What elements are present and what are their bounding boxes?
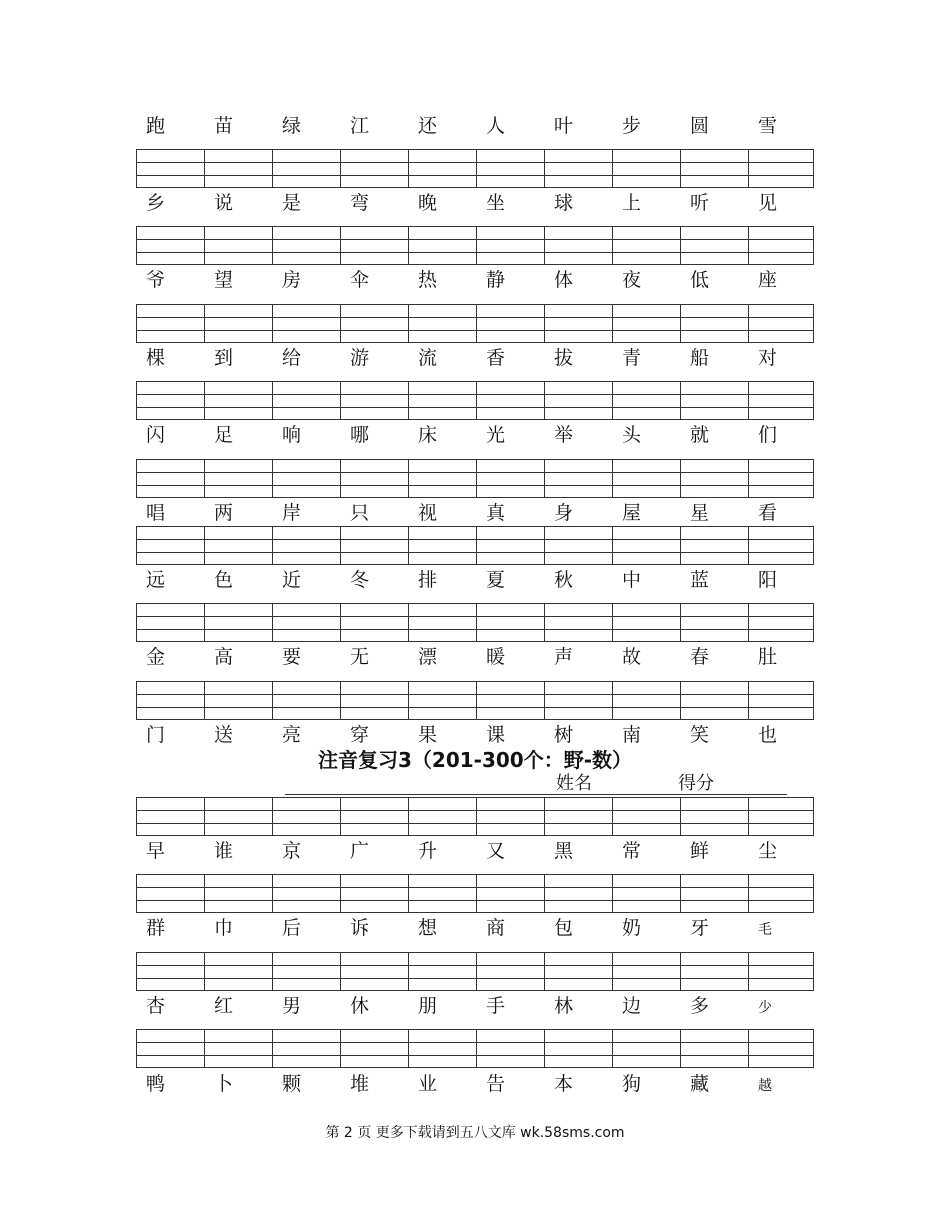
char-row	[136, 498, 816, 528]
hanzi-char: 岸	[282, 502, 302, 524]
hanzi-char: 排	[418, 569, 438, 591]
hanzi-char: 颗	[282, 1073, 302, 1095]
hanzi-char: 只	[350, 502, 370, 524]
grid-column-divider	[408, 604, 409, 641]
hanzi-char: 鲜	[690, 840, 710, 862]
hanzi-char: 后	[282, 917, 302, 939]
hanzi-char: 卜	[214, 1073, 234, 1095]
hanzi-char: 升	[418, 840, 438, 862]
grid-guide-line	[137, 707, 813, 708]
grid-column-divider	[272, 527, 273, 564]
pinyin-writing-grid[interactable]	[136, 304, 814, 343]
hanzi-char: 说	[214, 192, 234, 214]
char-row	[136, 343, 816, 373]
grid-guide-line	[137, 407, 813, 408]
pinyin-writing-grid[interactable]	[136, 874, 814, 913]
hanzi-char: 对	[758, 347, 778, 369]
grid-column-divider	[680, 150, 681, 187]
hanzi-char: 暖	[486, 646, 506, 668]
grid-guide-line	[137, 317, 813, 318]
hanzi-char: 金	[146, 646, 166, 668]
hanzi-char: 黑	[554, 840, 574, 862]
grid-column-divider	[408, 682, 409, 719]
grid-column-divider	[340, 682, 341, 719]
grid-column-divider	[748, 527, 749, 564]
hanzi-char: 红	[214, 995, 234, 1017]
hanzi-char: 杏	[146, 995, 166, 1017]
grid-column-divider	[476, 798, 477, 835]
grid-column-divider	[204, 227, 205, 264]
pinyin-writing-grid[interactable]	[136, 526, 814, 565]
grid-column-divider	[204, 527, 205, 564]
grid-column-divider	[612, 227, 613, 264]
char-row	[136, 1069, 816, 1099]
hanzi-char: 真	[486, 502, 506, 524]
grid-guide-line	[137, 629, 813, 630]
hanzi-char: 诉	[350, 917, 370, 939]
grid-guide-line	[137, 175, 813, 176]
grid-column-divider	[340, 798, 341, 835]
hanzi-char: 树	[554, 724, 574, 746]
hanzi-char: 故	[622, 646, 642, 668]
char-row	[136, 720, 816, 750]
hanzi-char: 课	[486, 724, 506, 746]
hanzi-char: 看	[758, 502, 778, 524]
char-row	[136, 991, 816, 1021]
grid-column-divider	[408, 382, 409, 419]
grid-column-divider	[272, 798, 273, 835]
grid-column-divider	[680, 682, 681, 719]
grid-column-divider	[680, 460, 681, 497]
grid-guide-line	[137, 887, 813, 888]
hanzi-char: 漂	[418, 646, 438, 668]
grid-column-divider	[204, 305, 205, 342]
hanzi-char: 无	[350, 646, 370, 668]
hanzi-char: 穿	[350, 724, 370, 746]
hanzi-char: 巾	[214, 917, 234, 939]
hanzi-char: 京	[282, 840, 302, 862]
hanzi-char: 阳	[758, 569, 778, 591]
grid-column-divider	[544, 953, 545, 990]
hanzi-char: 多	[690, 995, 710, 1017]
grid-column-divider	[612, 460, 613, 497]
grid-column-divider	[204, 682, 205, 719]
grid-column-divider	[680, 953, 681, 990]
grid-column-divider	[204, 953, 205, 990]
grid-column-divider	[272, 875, 273, 912]
grid-column-divider	[544, 305, 545, 342]
grid-column-divider	[476, 875, 477, 912]
hanzi-char: 高	[214, 646, 234, 668]
hanzi-char: 香	[486, 347, 506, 369]
pinyin-writing-grid[interactable]	[136, 381, 814, 420]
hanzi-char: 本	[554, 1073, 574, 1095]
grid-column-divider	[748, 682, 749, 719]
hanzi-char: 给	[282, 347, 302, 369]
char-row	[136, 265, 816, 295]
char-row	[136, 565, 816, 595]
grid-column-divider	[204, 798, 205, 835]
grid-column-divider	[680, 604, 681, 641]
grid-guide-line	[137, 485, 813, 486]
grid-column-divider	[612, 798, 613, 835]
grid-column-divider	[748, 1030, 749, 1067]
char-row	[136, 420, 816, 450]
hanzi-char: 流	[418, 347, 438, 369]
grid-column-divider	[544, 150, 545, 187]
hanzi-char: 还	[418, 115, 438, 137]
hanzi-char: 哪	[350, 424, 370, 446]
grid-column-divider	[408, 460, 409, 497]
hanzi-char: 笑	[690, 724, 710, 746]
hanzi-char: 苗	[214, 115, 234, 137]
grid-column-divider	[408, 227, 409, 264]
grid-column-divider	[340, 305, 341, 342]
hanzi-char: 听	[690, 192, 710, 214]
grid-column-divider	[748, 604, 749, 641]
grid-column-divider	[272, 1030, 273, 1067]
hanzi-char: 冬	[350, 569, 370, 591]
grid-column-divider	[748, 382, 749, 419]
grid-column-divider	[680, 875, 681, 912]
grid-guide-line	[137, 252, 813, 253]
hanzi-char: 谁	[214, 840, 234, 862]
grid-column-divider	[408, 150, 409, 187]
grid-column-divider	[748, 305, 749, 342]
hanzi-char: 常	[622, 840, 642, 862]
hanzi-char: 早	[146, 840, 166, 862]
hanzi-char: 朋	[418, 995, 438, 1017]
grid-column-divider	[476, 682, 477, 719]
grid-column-divider	[272, 604, 273, 641]
grid-column-divider	[408, 953, 409, 990]
grid-guide-line	[137, 965, 813, 966]
hanzi-char: 亮	[282, 724, 302, 746]
grid-column-divider	[476, 527, 477, 564]
hanzi-char: 果	[418, 724, 438, 746]
grid-column-divider	[748, 150, 749, 187]
grid-column-divider	[680, 798, 681, 835]
grid-column-divider	[544, 798, 545, 835]
hanzi-char: 人	[486, 115, 506, 137]
grid-column-divider	[272, 305, 273, 342]
grid-column-divider	[476, 460, 477, 497]
hanzi-char: 送	[214, 724, 234, 746]
page-footer: 第 2 页 更多下载请到五八文库 wk.58sms.com	[325, 1125, 625, 1141]
char-row	[136, 913, 816, 943]
hanzi-char: 房	[282, 269, 302, 291]
hanzi-char: 望	[214, 269, 234, 291]
hanzi-char: 是	[282, 192, 302, 214]
hanzi-char: 闪	[146, 424, 166, 446]
grid-column-divider	[340, 382, 341, 419]
grid-column-divider	[612, 953, 613, 990]
grid-column-divider	[476, 382, 477, 419]
hanzi-char: 林	[554, 995, 574, 1017]
grid-guide-line	[137, 823, 813, 824]
pinyin-writing-grid[interactable]	[136, 603, 814, 642]
grid-column-divider	[748, 798, 749, 835]
grid-column-divider	[408, 527, 409, 564]
char-row	[136, 111, 816, 141]
hanzi-char: 奶	[622, 917, 642, 939]
hanzi-char: 秋	[554, 569, 574, 591]
hanzi-char: 江	[350, 115, 370, 137]
grid-column-divider	[680, 305, 681, 342]
name-score-underline	[285, 794, 787, 795]
grid-column-divider	[272, 150, 273, 187]
grid-column-divider	[340, 227, 341, 264]
grid-column-divider	[612, 682, 613, 719]
hanzi-char: 夏	[486, 569, 506, 591]
grid-column-divider	[340, 953, 341, 990]
grid-column-divider	[340, 150, 341, 187]
grid-column-divider	[204, 875, 205, 912]
pinyin-writing-grid[interactable]	[136, 1029, 814, 1068]
hanzi-char: 春	[690, 646, 710, 668]
hanzi-char: 远	[146, 569, 166, 591]
grid-guide-line	[137, 472, 813, 473]
hanzi-char: 休	[350, 995, 370, 1017]
hanzi-char: 牙	[690, 917, 710, 939]
grid-guide-line	[137, 810, 813, 811]
grid-guide-line	[137, 162, 813, 163]
grid-guide-line	[137, 694, 813, 695]
grid-guide-line	[137, 616, 813, 617]
grid-column-divider	[476, 305, 477, 342]
name-label: 姓名	[556, 773, 592, 794]
grid-column-divider	[544, 527, 545, 564]
hanzi-char: 群	[146, 917, 166, 939]
hanzi-char: 鸭	[146, 1073, 166, 1095]
hanzi-char: 坐	[486, 192, 506, 214]
grid-guide-line	[137, 539, 813, 540]
grid-column-divider	[680, 1030, 681, 1067]
hanzi-char: 告	[486, 1073, 506, 1095]
hanzi-char: 手	[486, 995, 506, 1017]
grid-guide-line	[137, 239, 813, 240]
pinyin-writing-grid[interactable]	[136, 681, 814, 720]
hanzi-char: 包	[554, 917, 574, 939]
hanzi-char: 雪	[758, 115, 778, 137]
grid-column-divider	[476, 604, 477, 641]
grid-column-divider	[272, 227, 273, 264]
hanzi-char: 毛	[758, 922, 772, 938]
hanzi-char: 又	[486, 840, 506, 862]
hanzi-char: 圆	[690, 115, 710, 137]
pinyin-writing-grid[interactable]	[136, 459, 814, 498]
hanzi-char: 见	[758, 192, 778, 214]
hanzi-char: 视	[418, 502, 438, 524]
grid-column-divider	[204, 150, 205, 187]
hanzi-char: 弯	[350, 192, 370, 214]
hanzi-char: 举	[554, 424, 574, 446]
hanzi-char: 低	[690, 269, 710, 291]
grid-column-divider	[612, 875, 613, 912]
grid-column-divider	[272, 953, 273, 990]
grid-guide-line	[137, 1055, 813, 1056]
grid-column-divider	[408, 875, 409, 912]
grid-column-divider	[748, 227, 749, 264]
hanzi-char: 们	[758, 424, 778, 446]
hanzi-char: 商	[486, 917, 506, 939]
grid-column-divider	[272, 682, 273, 719]
grid-column-divider	[544, 382, 545, 419]
hanzi-char: 上	[622, 192, 642, 214]
pinyin-writing-grid[interactable]	[136, 149, 814, 188]
grid-column-divider	[204, 1030, 205, 1067]
hanzi-char: 星	[690, 502, 710, 524]
hanzi-char: 身	[554, 502, 574, 524]
grid-column-divider	[340, 460, 341, 497]
hanzi-char: 拔	[554, 347, 574, 369]
hanzi-char: 船	[690, 347, 710, 369]
grid-column-divider	[272, 460, 273, 497]
hanzi-char: 到	[214, 347, 234, 369]
grid-column-divider	[612, 604, 613, 641]
hanzi-char: 业	[418, 1073, 438, 1095]
grid-column-divider	[408, 305, 409, 342]
grid-guide-line	[137, 1042, 813, 1043]
char-row	[136, 188, 816, 218]
grid-column-divider	[544, 604, 545, 641]
hanzi-char: 步	[622, 115, 642, 137]
grid-column-divider	[544, 875, 545, 912]
grid-column-divider	[612, 382, 613, 419]
grid-column-divider	[340, 875, 341, 912]
hanzi-char: 色	[214, 569, 234, 591]
hanzi-char: 游	[350, 347, 370, 369]
hanzi-char: 叶	[554, 115, 574, 137]
grid-column-divider	[680, 382, 681, 419]
grid-guide-line	[137, 552, 813, 553]
hanzi-char: 男	[282, 995, 302, 1017]
hanzi-char: 越	[758, 1078, 772, 1094]
grid-column-divider	[612, 305, 613, 342]
hanzi-char: 中	[622, 569, 642, 591]
hanzi-char: 唱	[146, 502, 166, 524]
hanzi-char: 边	[622, 995, 642, 1017]
hanzi-char: 要	[282, 646, 302, 668]
hanzi-char: 堆	[350, 1073, 370, 1095]
score-label: 得分	[678, 773, 714, 794]
grid-column-divider	[272, 382, 273, 419]
char-row	[136, 642, 816, 672]
grid-column-divider	[476, 150, 477, 187]
pinyin-writing-grid[interactable]	[136, 952, 814, 991]
hanzi-char: 南	[622, 724, 642, 746]
hanzi-char: 青	[622, 347, 642, 369]
grid-column-divider	[544, 227, 545, 264]
hanzi-char: 座	[758, 269, 778, 291]
hanzi-char: 近	[282, 569, 302, 591]
hanzi-char: 少	[758, 1000, 772, 1016]
hanzi-char: 晚	[418, 192, 438, 214]
hanzi-char: 肚	[758, 646, 778, 668]
char-row	[136, 836, 816, 866]
grid-column-divider	[544, 682, 545, 719]
hanzi-char: 尘	[758, 840, 778, 862]
hanzi-char: 声	[554, 646, 574, 668]
hanzi-char: 屋	[622, 502, 642, 524]
grid-guide-line	[137, 900, 813, 901]
pinyin-writing-grid[interactable]	[136, 226, 814, 265]
hanzi-char: 广	[350, 840, 370, 862]
grid-column-divider	[476, 1030, 477, 1067]
grid-column-divider	[340, 527, 341, 564]
hanzi-char: 门	[146, 724, 166, 746]
hanzi-char: 静	[486, 269, 506, 291]
grid-column-divider	[204, 382, 205, 419]
hanzi-char: 伞	[350, 269, 370, 291]
hanzi-char: 热	[418, 269, 438, 291]
grid-column-divider	[680, 527, 681, 564]
grid-column-divider	[748, 460, 749, 497]
grid-column-divider	[544, 460, 545, 497]
grid-guide-line	[137, 978, 813, 979]
grid-column-divider	[408, 1030, 409, 1067]
grid-column-divider	[544, 1030, 545, 1067]
hanzi-char: 就	[690, 424, 710, 446]
page-title: 注音复习3（201-300个：野-数）	[317, 748, 632, 772]
grid-column-divider	[204, 604, 205, 641]
grid-column-divider	[408, 798, 409, 835]
grid-column-divider	[680, 227, 681, 264]
hanzi-char: 藏	[690, 1073, 710, 1095]
hanzi-char: 爷	[146, 269, 166, 291]
hanzi-char: 狗	[622, 1073, 642, 1095]
grid-column-divider	[612, 150, 613, 187]
hanzi-char: 夜	[622, 269, 642, 291]
grid-column-divider	[612, 1030, 613, 1067]
pinyin-writing-grid[interactable]	[136, 797, 814, 836]
hanzi-char: 想	[418, 917, 438, 939]
hanzi-char: 跑	[146, 115, 166, 137]
grid-column-divider	[476, 953, 477, 990]
hanzi-char: 响	[282, 424, 302, 446]
hanzi-char: 棵	[146, 347, 166, 369]
hanzi-char: 足	[214, 424, 234, 446]
hanzi-char: 体	[554, 269, 574, 291]
hanzi-char: 床	[418, 424, 438, 446]
grid-column-divider	[612, 527, 613, 564]
grid-column-divider	[340, 1030, 341, 1067]
grid-guide-line	[137, 330, 813, 331]
hanzi-char: 乡	[146, 192, 166, 214]
hanzi-char: 头	[622, 424, 642, 446]
grid-column-divider	[748, 953, 749, 990]
hanzi-char: 两	[214, 502, 234, 524]
hanzi-char: 绿	[282, 115, 302, 137]
grid-column-divider	[476, 227, 477, 264]
hanzi-char: 蓝	[690, 569, 710, 591]
grid-guide-line	[137, 394, 813, 395]
hanzi-char: 球	[554, 192, 574, 214]
grid-column-divider	[340, 604, 341, 641]
hanzi-char: 光	[486, 424, 506, 446]
grid-column-divider	[204, 460, 205, 497]
hanzi-char: 也	[758, 724, 778, 746]
grid-column-divider	[748, 875, 749, 912]
